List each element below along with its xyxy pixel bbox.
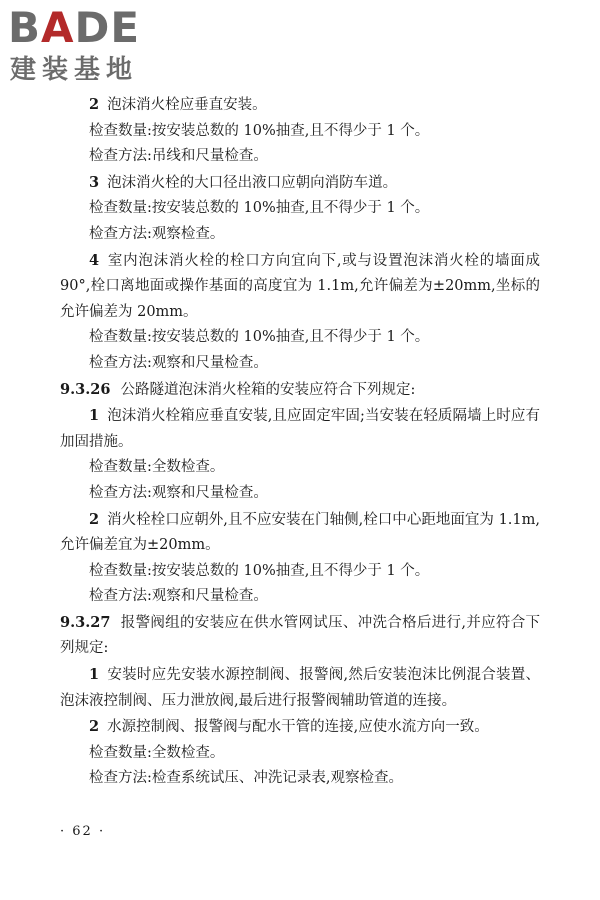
section-paragraph — [60, 610, 540, 662]
item-text: 泡沫消火栓的大口径出液口应朝向消防车道。 — [107, 174, 398, 191]
bade-logo — [8, 4, 178, 88]
item-number: 1 — [89, 666, 100, 684]
section-paragraph — [60, 377, 540, 404]
item-paragraph — [60, 662, 540, 714]
item-text: 室内泡沫消火栓的栓口方向宜向下,或与设置泡沫消火栓的墙面成 90°,栓口离地面或操作基面的高度宜为 1.1m,允许偏差为±20mm,坐标的允许偏差为 20mm。 — [60, 252, 540, 320]
inspection-paragraph: 检查方法:观察和尺量检查。 — [89, 354, 268, 371]
item-text: 消火栓栓口应朝外,且不应安装在门轴侧,栓口中心距地面宜为 1.1m,允许偏差宜为±20mm。 — [60, 511, 540, 554]
item-paragraph — [60, 714, 540, 741]
item-paragraph — [60, 92, 540, 119]
section-number: 9.3.26 — [60, 380, 111, 398]
inspection-paragraph: 检查数量:全数检查。 — [89, 459, 225, 476]
logo-wordmark — [8, 4, 140, 52]
inspection-paragraph: 检查方法:观察检查。 — [89, 225, 225, 242]
item-text: 水源控制阀、报警阀与配水干管的连接,应使水流方向一致。 — [107, 719, 489, 736]
inspection-paragraph: 检查数量:按安装总数的 10%抽查,且不得少于 1 个。 — [89, 122, 430, 139]
inspection-paragraph: 检查方法:观察和尺量检查。 — [89, 484, 268, 501]
item-text: 泡沫消火栓应垂直安装。 — [107, 97, 267, 113]
section-text: 报警阀组的安装应在供水管网试压、冲洗合格后进行,并应符合下列规定: — [60, 614, 540, 657]
page-number: · 62 · — [60, 824, 106, 839]
inspection-paragraph: 检查数量:按安装总数的 10%抽查,且不得少于 1 个。 — [89, 562, 430, 579]
logo-subtitle: 建装基地 — [10, 55, 139, 85]
item-paragraph — [60, 403, 540, 455]
inspection-paragraph: 检查方法:检查系统试压、冲洗记录表,观察检查。 — [89, 770, 403, 787]
inspection-paragraph: 检查数量:全数检查。 — [89, 744, 225, 761]
item-number: 4 — [89, 251, 100, 269]
item-number: 2 — [89, 718, 100, 736]
section-number: 9.3.27 — [60, 613, 111, 631]
item-text: 安装时应先安装水源控制阀、报警阀,然后安装泡沫比例混合装置、泡沫液控制阀、压力泄放阀,最后进行报警阀辅助管道的连接。 — [60, 667, 540, 709]
logo-letters-de: DE — [74, 3, 141, 52]
document-body — [60, 92, 540, 792]
item-number: 1 — [89, 407, 100, 425]
logo-letter-b: B — [8, 3, 42, 52]
item-paragraph — [60, 507, 540, 559]
item-number: 3 — [89, 173, 100, 191]
inspection-paragraph: 检查方法:观察和尺量检查。 — [89, 588, 268, 605]
item-text: 泡沫消火栓箱应垂直安装,且应固定牢固;当安装在轻质隔墙上时应有加固措施。 — [60, 408, 540, 450]
inspection-paragraph: 检查方法:吊线和尺量检查。 — [89, 148, 268, 165]
inspection-paragraph: 检查数量:按安装总数的 10%抽查,且不得少于 1 个。 — [89, 200, 430, 217]
item-paragraph — [60, 170, 540, 197]
item-paragraph — [60, 248, 540, 326]
item-number: 2 — [89, 510, 100, 528]
inspection-paragraph: 检查数量:按安装总数的 10%抽查,且不得少于 1 个。 — [89, 329, 430, 346]
logo-letter-a: A — [41, 3, 75, 52]
section-text: 公路隧道泡沫消火栓箱的安装应符合下列规定: — [120, 381, 416, 398]
item-number: 2 — [89, 96, 100, 113]
